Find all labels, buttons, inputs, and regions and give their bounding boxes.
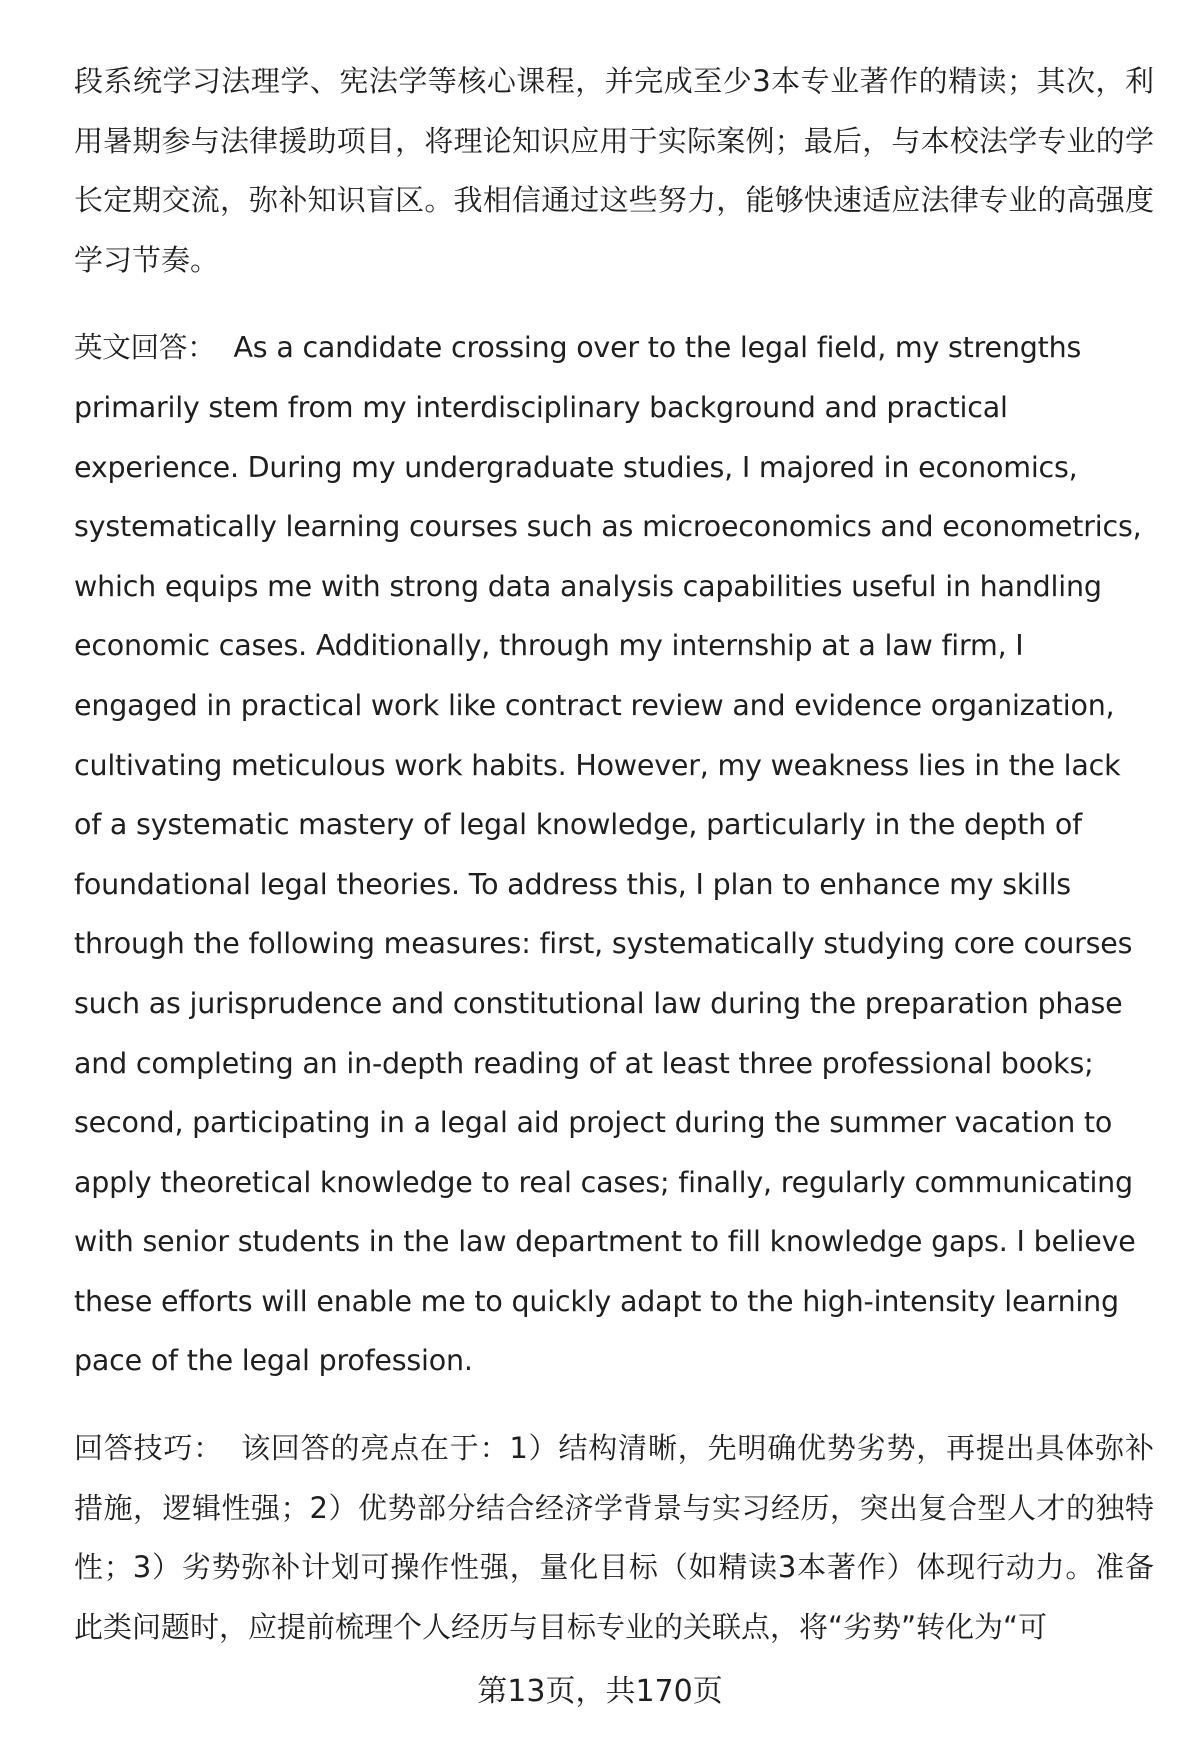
page-number: 第13页，共170页 <box>477 1674 723 1709</box>
english-answer-label: 英文回答： <box>74 331 216 365</box>
answer-tips-label: 回答技巧： <box>74 1431 224 1466</box>
answer-tips-paragraph <box>74 1419 1154 1657</box>
document-page <box>74 52 1154 1685</box>
chinese-answer-text: 段系统学习法理学、宪法学等核心课程，并完成至少3本专业著作的精读；其次，利用暑期参与法律援助项目，将理论知识应用于实际案例；最后，与本校法学专业的学长定期交流，弥补知识盲区。我相信通过这些努力，能够快速适应法律专业的高强度学习节奏。 <box>74 64 1154 277</box>
answer-tips-text: 该回答的亮点在于：1）结构清晰，先明确优势劣势，再提出具体弥补措施，逻辑性强；2）优势部分结合经济学背景与实习经历，突出复合型人才的独特性；3）劣势弥补计划可操作性强，量化目标（如精读3本著作）体现行动力。准备此类问题时，应提前梳理个人经历与目标专业的关联点，将“劣势”转化为“可 <box>74 1431 1154 1644</box>
chinese-answer-paragraph <box>74 52 1154 290</box>
english-answer-text: As a candidate crossing over to the legal field, my strengths primarily stem from my interdisciplinary background and practical experience. During my undergraduate studies, I majored in economics, systematically learning courses such as microeconomics and econometrics, which equips me with strong data analysis capabilities useful in handling economic cases. Additionally, through my internship at a law firm, I engaged in practical work like contract review and evidence organization, cultivating meticulous work habits. However, my weakness lies in the lack of a systematic mastery of legal knowledge, particularly in the depth of foundational legal theories. To address this, I plan to enhance my skills through the following measures: first, systematically studying core courses such as jurisprudence and constitutional law during the preparation phase and completing an in-depth reading of at least three professional books; second, participating in a legal aid project during the summer vacation to apply theoretical knowledge to real cases; finally, regularly communicating with senior students in the law department to fill knowledge gaps. I believe these efforts will enable me to quickly adapt to the high-intensity learning pace of the legal profession. <box>74 331 1142 1378</box>
english-answer-paragraph <box>74 318 1154 1391</box>
